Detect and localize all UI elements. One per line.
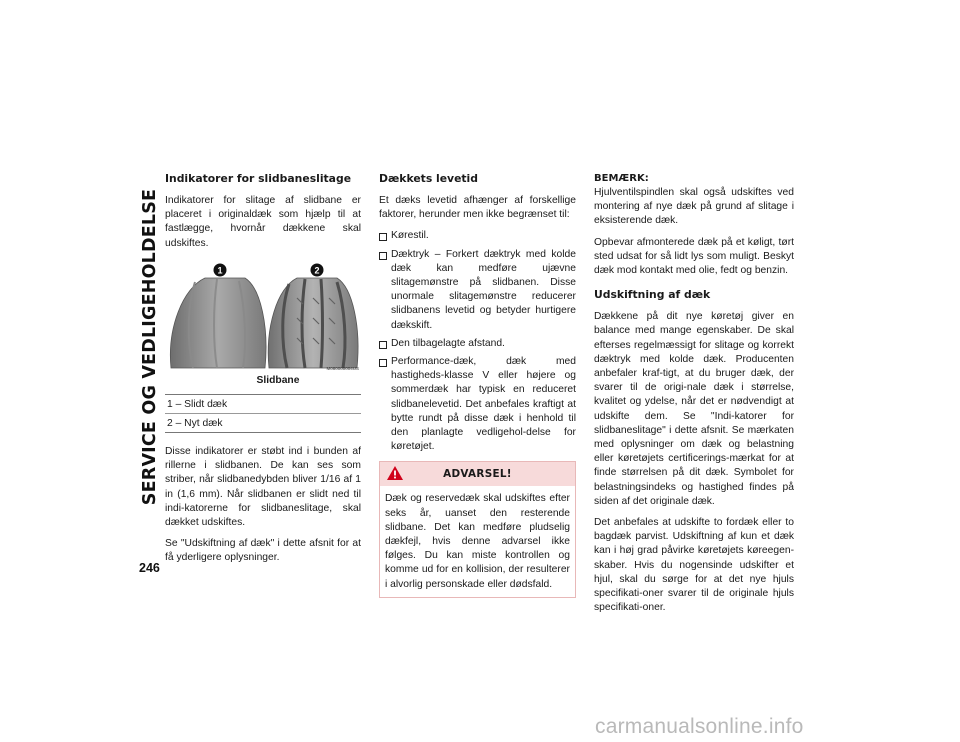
watermark: carmanualsonline.info bbox=[595, 715, 804, 738]
wear-indicators-heading: Indikatorer for slidbaneslitage bbox=[165, 172, 352, 185]
checkbox-bullet-icon bbox=[379, 233, 387, 241]
tire-replacement-heading: Udskiftning af dæk bbox=[594, 288, 711, 302]
callout-1: 1 bbox=[217, 265, 223, 276]
legend-item-1: 1 – Slidt dæk bbox=[167, 399, 228, 411]
tire-replacement-para-1: Dækkene på dit nye køretøj giver en balance med mange egenskaber. De skal efterses regelmæssigt for slitage og korrekt dæktryk med kolde dæk. Producenten anbefaler kraf-tigt, at du bruger dæk, der svarer til de origi-nale dæk i størrelse, kvalitet og ydelse, når det er nødvendigt at udskifte dem. Se "Indi-katorer for slidbaneslitage" i dette afsnit. Se mærkaten med oplysninger om dæk og belastning eller køretøjets certificerings-mærkat for at finde størrelsen på dit dæk. Symbolet for belastningsindeks og hastighed findes på siden af det originale dæk. bbox=[594, 311, 794, 507]
storage-para: Opbevar afmonterede dæk på et køligt, tørt sted udsat for så lidt lys som muligt. Beskyt dæk mod kontakt med olie, fedt og benzin. bbox=[594, 236, 794, 277]
tire-illustration bbox=[165, 258, 361, 374]
list-item: Kørestil. bbox=[379, 229, 576, 243]
column-3 bbox=[594, 172, 794, 622]
warning-header bbox=[380, 462, 575, 486]
column-2 bbox=[379, 172, 576, 598]
worn-tire bbox=[170, 278, 266, 368]
list-item: Dæktryk – Forkert dæktryk med kolde dæk kan medføre ujævne slitagemønstre på slidbanen. Disse unormale slitagemønstre reducerer slidbanens levetid og betyder hurtigere dækskift. bbox=[379, 248, 576, 333]
wear-indicators-intro: Indikatorer for slitage af slidbane er placeret i originaldæk som hjælp til at fastlægge, hvornår dækkene skal udskiftes. bbox=[165, 195, 361, 249]
warning-box bbox=[379, 461, 576, 597]
checkbox-bullet-icon bbox=[379, 359, 387, 367]
tread-figure bbox=[165, 258, 361, 374]
list-item: Den tilbagelagte afstand. bbox=[379, 337, 576, 351]
figure-code: M080000004US bbox=[326, 365, 359, 371]
legend-item-2: 2 – Nyt dæk bbox=[165, 413, 361, 432]
wear-indicators-para-1: Disse indikatorer er støbt ind i bunden af rillerne i slidbanen. De kan ses som striber, når slidbanedybden bliver 1/16 af 1 in (1,6 mm). Når slidbanen er slidt ned til indi-katorerne for slidbaneslitage, skal dækket udskiftes. bbox=[165, 446, 361, 529]
callout-2: 2 bbox=[314, 265, 320, 276]
section-title: SERVICE OG VEDLIGEHOLDELSE bbox=[140, 188, 161, 506]
figure-caption: Slidbane bbox=[256, 374, 300, 386]
column-1 bbox=[165, 172, 361, 573]
new-tire bbox=[268, 278, 358, 368]
tire-replacement-para-2: Det anbefales at udskifte to fordæk eller to bagdæk parvist. Udskiftning af kun et dæk kan i høj grad påvirke køretøjets køreegen-skaber. Hvis du nogensinde udskifter et hjul, skal du sørge for at det nye hjuls specifikati-oner svarer til de originale hjuls specifikati-oner. bbox=[594, 517, 794, 614]
checkbox-bullet-icon bbox=[379, 341, 387, 349]
checkbox-bullet-icon bbox=[379, 252, 387, 260]
tire-life-heading: Dækkets levetid bbox=[379, 172, 478, 185]
figure-legend bbox=[165, 394, 361, 433]
warning-title: ADVARSEL! bbox=[443, 468, 512, 481]
warning-body: Dæk og reservedæk skal udskiftes efter seks år, uanset den resterende slidbane. Det kan medføre pludselig dækfejl, hvis denne advarsel ikke følges. Du kan miste kontrollen og komme ud for en kollision, der resulterer i alvorlig personskade eller dødsfald. bbox=[385, 493, 570, 590]
section-side-tab bbox=[138, 160, 162, 534]
tire-life-factors bbox=[379, 229, 576, 454]
note-label: BEMÆRK: bbox=[594, 173, 649, 184]
tire-life-intro: Et dæks levetid afhænger af forskellige faktorer, herunder men ikke begrænset til: bbox=[379, 195, 576, 221]
page-number: 246 bbox=[139, 561, 160, 575]
warning-triangle-icon bbox=[386, 465, 404, 481]
note-text: Hjulventilspindlen skal også udskiftes ved montering af nye dæk på grund af slitage i eksisterende dæk. bbox=[594, 187, 794, 227]
wear-indicators-para-2: Se "Udskiftning af dæk" i dette afsnit for at få yderligere oplysninger. bbox=[165, 538, 361, 564]
list-item: Performance-dæk, dæk med hastigheds-klasse V eller højere og sommerdæk har typisk en reduceret slidbanelevetid. Det anbefales kraftigt at bytte rundt på disse dæk i henhold til den planlagte vedligehol-delse for køretøjet. bbox=[379, 355, 576, 454]
